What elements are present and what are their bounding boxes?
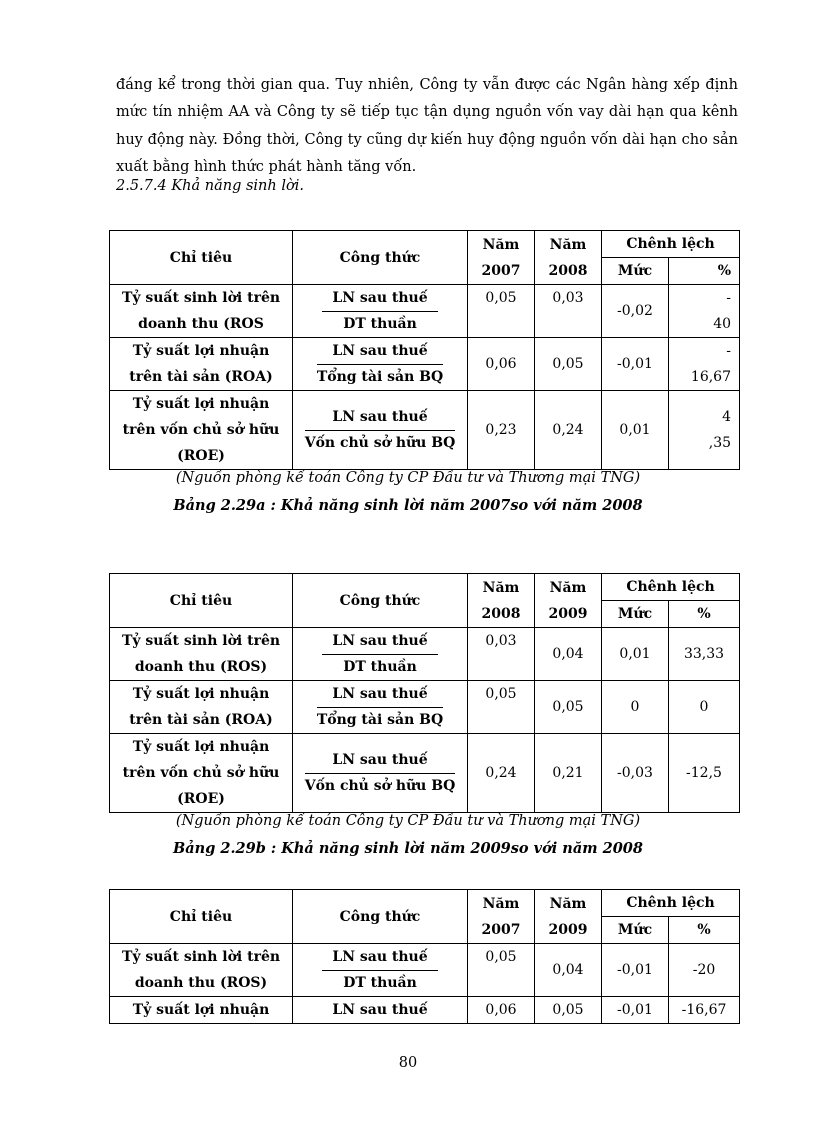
header-pct: %	[669, 601, 740, 628]
value-year-a: 0,23	[468, 391, 535, 470]
indicator-cell: Tỷ suất lợi nhuận trên vốn chủ sở hữu (ROE)	[110, 391, 293, 470]
table-caption: Bảng 2.29a : Khả năng sinh lời năm 2007so với năm 2008	[173, 497, 643, 514]
header-chi-tieu: Chỉ tiêu	[110, 231, 293, 285]
indicator-cell: Tỷ suất sinh lời trên doanh thu (ROS)	[110, 628, 293, 681]
table-row	[110, 285, 740, 338]
diff-amount: -0,01	[602, 944, 669, 997]
diff-percent: 0	[669, 681, 740, 734]
value-year-b: 0,24	[535, 391, 602, 470]
table-row	[110, 944, 740, 997]
header-muc: Mức	[602, 258, 669, 285]
header-year-b: Năm 2009	[535, 574, 602, 628]
formula-cell: $\frac{\text{LN sau thuế}}{\text{DT thuần}}$	[293, 285, 468, 338]
diff-percent: 33,33	[669, 628, 740, 681]
formula-cell: $\frac{\text{LN sau thuế}}{\text{Vốn chủ sở hữu BQ}}$	[293, 391, 468, 470]
diff-amount: 0	[602, 681, 669, 734]
header-chenh-lech: Chênh lệch	[602, 231, 740, 258]
formula-cell: $\frac{\text{LN sau thuế}}{\text{Vốn chủ sở hữu BQ}}$	[293, 734, 468, 813]
paragraph-line: xuất bằng hình thức phát hành tăng vốn.	[116, 158, 417, 175]
page-number: 80	[398, 1055, 418, 1071]
profitability-table-2008-2009	[109, 573, 740, 813]
diff-amount: -0,01	[602, 338, 669, 391]
indicator-cell: Tỷ suất lợi nhuận trên tài sản (ROA)	[110, 338, 293, 391]
value-year-a: 0,05	[468, 681, 535, 734]
body-paragraph	[116, 72, 738, 181]
value-year-a: 0,03	[468, 628, 535, 681]
header-year-a: Năm 2008	[468, 574, 535, 628]
diff-amount: -0,03	[602, 734, 669, 813]
header-muc: Mức	[602, 601, 669, 628]
header-pct: %	[669, 258, 740, 285]
indicator-cell: Tỷ suất sinh lời trên doanh thu (ROS)	[110, 944, 293, 997]
diff-percent: -20	[669, 944, 740, 997]
header-year-b: Năm 2009	[535, 890, 602, 944]
formula-cell: $\frac{\text{LN sau thuế}}{\text{Tổng tài sản BQ}}$	[293, 338, 468, 391]
header-cong-thuc: Công thức	[293, 890, 468, 944]
diff-percent: -16,67	[669, 997, 740, 1024]
diff-amount: -0,01	[602, 997, 669, 1024]
profitability-table-2007-2008	[109, 230, 740, 470]
header-pct: %	[669, 917, 740, 944]
formula-cell: LN sau thuế	[293, 997, 468, 1024]
value-year-b: 0,05	[535, 338, 602, 391]
header-cong-thuc: Công thức	[293, 231, 468, 285]
header-cong-thuc: Công thức	[293, 574, 468, 628]
diff-percent: -12,5	[669, 734, 740, 813]
value-year-b: 0,05	[535, 681, 602, 734]
header-year-a: Năm 2007	[468, 890, 535, 944]
value-year-a: 0,06	[468, 338, 535, 391]
value-year-b: 0,21	[535, 734, 602, 813]
header-muc: Mức	[602, 917, 669, 944]
value-year-b: 0,03	[535, 285, 602, 338]
table-row	[110, 681, 740, 734]
indicator-cell: Tỷ suất lợi nhuận trên vốn chủ sở hữu (ROE)	[110, 734, 293, 813]
indicator-cell: Tỷ suất lợi nhuận trên tài sản (ROA)	[110, 681, 293, 734]
diff-percent: - 40	[669, 285, 740, 338]
table-caption: Bảng 2.29b : Khả năng sinh lời năm 2009so với năm 2008	[173, 840, 643, 857]
value-year-a: 0,05	[468, 944, 535, 997]
table-row	[110, 628, 740, 681]
header-year-a: Năm 2007	[468, 231, 535, 285]
paragraph-line: đáng kể trong thời gian qua. Tuy nhiên, Công ty vẫn được các Ngân hàng xếp định	[116, 77, 738, 93]
indicator-cell: Tỷ suất sinh lời trên doanh thu (ROS	[110, 285, 293, 338]
profitability-table-2007-2009	[109, 889, 740, 1024]
table-source-note: (Nguồn phòng kế toán Công ty CP Đầu tư và Thương mại TNG)	[175, 813, 641, 829]
header-year-b: Năm 2008	[535, 231, 602, 285]
diff-amount: 0,01	[602, 391, 669, 470]
section-heading: 2.5.7.4 Khả năng sinh lời.	[116, 178, 304, 194]
value-year-b: 0,04	[535, 944, 602, 997]
table-row	[110, 734, 740, 813]
value-year-a: 0,24	[468, 734, 535, 813]
value-year-b: 0,05	[535, 997, 602, 1024]
table-row	[110, 997, 740, 1024]
indicator-cell: Tỷ suất lợi nhuận	[110, 997, 293, 1024]
diff-amount: 0,01	[602, 628, 669, 681]
formula-cell: $\frac{\text{LN sau thuế}}{\text{Tổng tài sản BQ}}$	[293, 681, 468, 734]
table-row	[110, 391, 740, 470]
diff-percent: 4 ,35	[669, 391, 740, 470]
table-row	[110, 338, 740, 391]
paragraph-line: huy động này. Đồng thời, Công ty cũng dự kiến huy động nguồn vốn dài hạn cho sản	[116, 131, 738, 148]
formula-cell: $\frac{\text{LN sau thuế}}{\text{DT thuần}}$	[293, 944, 468, 997]
paragraph-line: mức tín nhiệm AA và Công ty sẽ tiếp tục tận dụng nguồn vốn vay dài hạn qua kênh	[116, 104, 738, 121]
value-year-a: 0,05	[468, 285, 535, 338]
value-year-a: 0,06	[468, 997, 535, 1024]
header-chi-tieu: Chỉ tiêu	[110, 574, 293, 628]
value-year-b: 0,04	[535, 628, 602, 681]
diff-amount: -0,02	[602, 285, 669, 338]
diff-percent: - 16,67	[669, 338, 740, 391]
header-chenh-lech: Chênh lệch	[602, 890, 740, 917]
table-source-note: (Nguồn phòng kế toán Công ty CP Đầu tư và Thương mại TNG)	[175, 470, 641, 486]
header-chenh-lech: Chênh lệch	[602, 574, 740, 601]
formula-cell: $\frac{\text{LN sau thuế}}{\text{DT thuần}}$	[293, 628, 468, 681]
header-chi-tieu: Chỉ tiêu	[110, 890, 293, 944]
